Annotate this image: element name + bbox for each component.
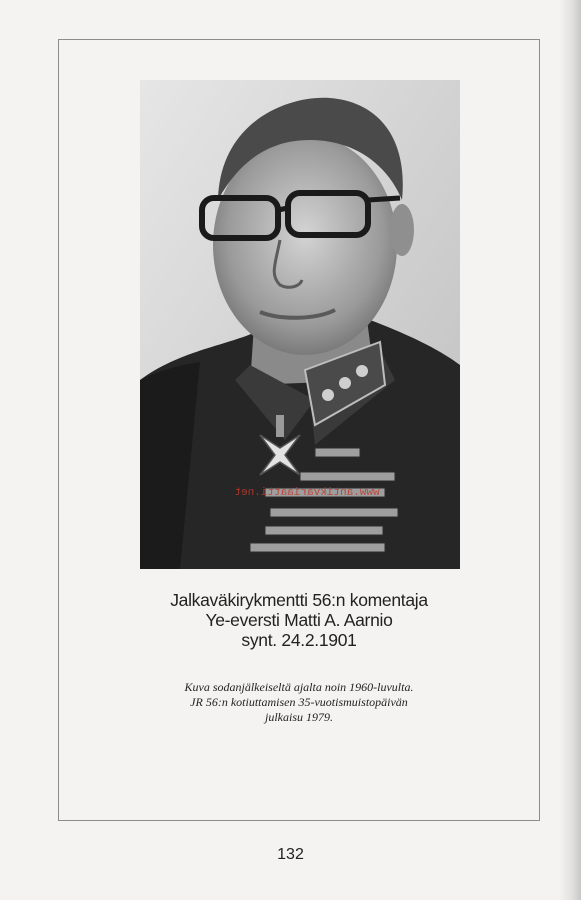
watermark: www.antikvariaatti.net: [234, 487, 380, 499]
caption-name-line: Ye-eversti Matti A. Aarnio: [205, 610, 393, 630]
caption-birth-line: synt. 24.2.1901: [241, 630, 357, 650]
page-number: 132: [277, 846, 304, 863]
photo-note-line-1: Kuva sodanjälkeiseltä ajalta noin 1960-luvulta.: [184, 680, 414, 694]
page-edge-shadow: [559, 0, 581, 900]
caption-title-line: Jalkaväkirykmentti 56:n komentaja: [170, 590, 428, 610]
photo-note-line-3: julkaisu 1979.: [265, 710, 333, 724]
photo-note-line-2: JR 56:n kotiuttamisen 35-vuotismuistopäivän: [190, 695, 408, 709]
